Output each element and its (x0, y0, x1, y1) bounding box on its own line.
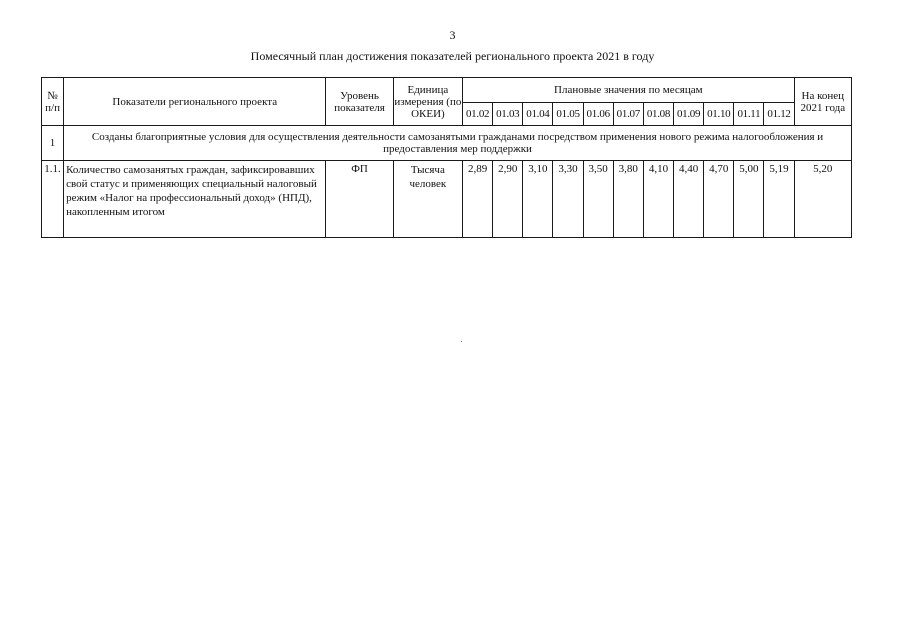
row-value: 2,90 (493, 161, 523, 238)
row-indicator: Количество самозанятых граждан, зафиксировавших свой статус и применяющих специальный налоговый режим «Налог на профессиональный доход» (НПД), накопленным итогом (64, 161, 326, 238)
table-row (42, 161, 852, 238)
header-monthly: Плановые значения по месяцам (463, 78, 795, 103)
header-row (42, 78, 852, 103)
header-month: 01.08 (643, 103, 673, 126)
section-row (42, 126, 852, 161)
row-value: 3,50 (583, 161, 613, 238)
header-unit: Единица измерения (по ОКЕИ) (393, 78, 462, 126)
header-month: 01.03 (493, 103, 523, 126)
document-title: Помесячный план достижения показателей регионального проекта 2021 в году (250, 49, 655, 63)
row-value: 4,40 (674, 161, 704, 238)
header-month: 01.02 (463, 103, 493, 126)
row-value: 3,30 (553, 161, 583, 238)
header-year-end: На конец 2021 года (794, 78, 851, 126)
header-month: 01.10 (704, 103, 734, 126)
header-indicator: Показатели регионального проекта (64, 78, 326, 126)
row-value: 5,00 (734, 161, 764, 238)
row-level: ФП (326, 161, 393, 238)
section-num: 1 (42, 126, 64, 161)
row-value: 3,10 (523, 161, 553, 238)
row-year-end: 5,20 (794, 161, 851, 238)
header-month: 01.05 (553, 103, 583, 126)
header-month: 01.07 (613, 103, 643, 126)
header-month: 01.04 (523, 103, 553, 126)
header-month: 01.11 (734, 103, 764, 126)
header-month: 01.09 (674, 103, 704, 126)
header-month: 01.06 (583, 103, 613, 126)
row-value: 4,10 (643, 161, 673, 238)
header-level: Уровень показателя (326, 78, 393, 126)
plan-table (41, 77, 852, 238)
row-value: 4,70 (704, 161, 734, 238)
row-value: 5,19 (764, 161, 794, 238)
row-value: 3,80 (613, 161, 643, 238)
scan-speck (461, 341, 462, 342)
row-unit: Тысяча человек (393, 161, 462, 238)
row-num: 1.1. (42, 161, 64, 238)
header-month: 01.12 (764, 103, 794, 126)
header-num: № п/п (42, 78, 64, 126)
section-text: Созданы благоприятные условия для осуществления деятельности самозанятыми гражданами посредством применения нового режима налогообложения и предоставления мер поддержки (64, 126, 852, 161)
page-number: 3 (449, 28, 456, 42)
row-value: 2,89 (463, 161, 493, 238)
